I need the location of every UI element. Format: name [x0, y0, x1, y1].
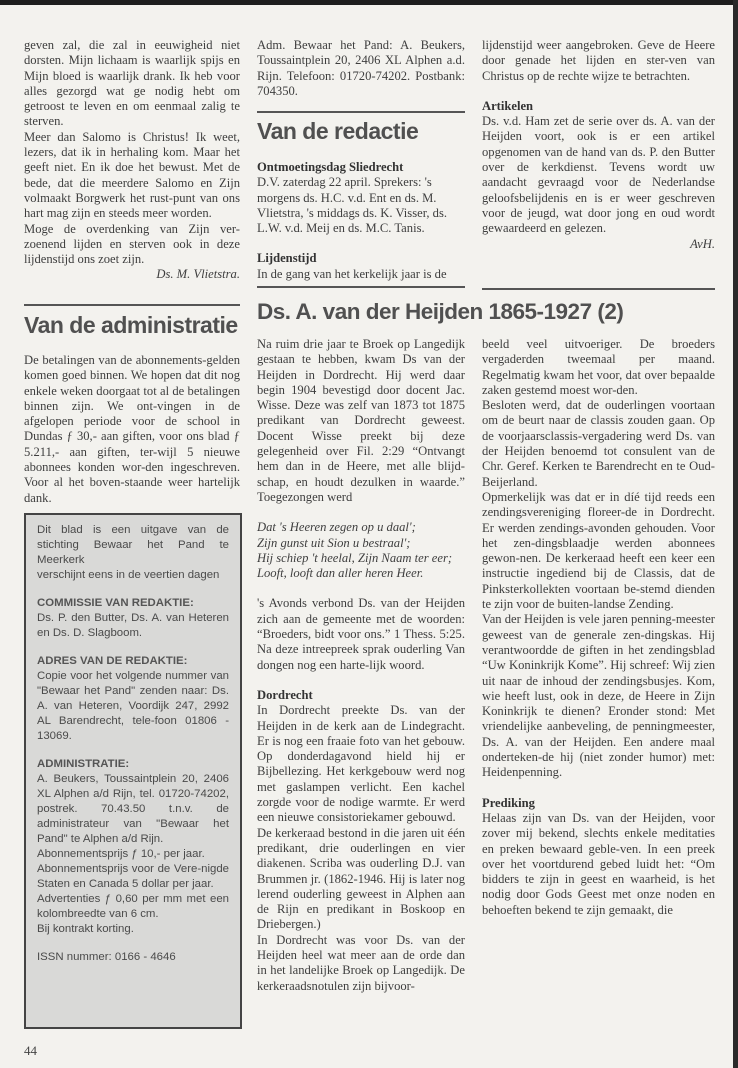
paragraph: Besloten werd, dat de ouderlingen voortaan om de beurt naar de classis zouden gaan. Op de voorjaarsclassis-vergadering werd Ds. van der Heijden benoemd tot consulent van de Chr. Geref. Kerken te Barendrecht en te Oud-Beijerland.: [482, 398, 715, 489]
paragraph: Ds. v.d. Ham zet de serie over ds. A. van der Heijden voort, ook is er een artikel opgenomen van de hand van ds. P. den Butter over de kerkdienst. Tevens wordt uw aandacht gevraagd voor de Nederlandse geloofsbelijdenis en is er weer geschreven voor de jeugd, wat door jong en oud wordt gewaardeerd en gelezen.: [482, 114, 715, 236]
colophon-text: A. Beukers, Toussaintplein 20, 2406 XL Alphen a/d Rijn, tel. 01720-74202, postrek. 70.43.50 t.n.v. de administrateur van "Bewaar het Pand" te Alphen a/d Rijn.: [37, 773, 229, 845]
colophon-price: Abonnementsprijs voor de Vere-nigde Staten en Canada 5 dollar per jaar.: [37, 863, 229, 890]
paragraph: geven zal, die zal in eeuwigheid niet dorsten. Mijn lichaam is waarlijk spijs en Mijn bloed is waarlijk drank. Ik heb voor alles gezorgd wat ge nodig hebt om getroost te leven en om eenmaal zalig te sterven.: [24, 38, 240, 129]
paragraph: 's Avonds verbond Ds. van der Heijden zich aan de gemeente met de woorden: “Broeders, bidt voor ons.” 1 Thess. 5:25. Na deze intreepreek sprak ouderling Van dongen nog een harte-lijk woord.: [257, 596, 465, 672]
subheading: Ontmoetingsdag Sliedrecht: [257, 160, 404, 174]
poem-line: Hij schiep 't heelal, Zijn Naam ter eer;: [257, 550, 453, 565]
paragraph: Helaas zijn van Ds. van der Heijden, voor zover mij bekend, slechts enkele meditaties en preken bewaard geble-ven. In een preek over het voortdurend gebed luidt het: “Om bidders te zijn in geest en waarheid, is het nodig door Gods Geest met onze noden en behoeften bekend te zijn gemaakt, die: [482, 810, 715, 917]
colophon-frequency: verschijnt eens in de veertien dagen: [37, 569, 220, 581]
poem-line: Looft, looft dan aller heren Heer.: [257, 566, 424, 581]
article-column-2: [482, 337, 715, 918]
paragraph: D.V. zaterdag 22 april. Sprekers: 's morgens ds. H.C. v.d. Ent en ds. M. Vlietstra, 's middags ds. K. Visser, ds. L.W. v.d. Meij en ds. M.C. Tanis.: [257, 175, 448, 236]
paragraph: Opmerkelijk was dat er in díé tijd reeds een zendingsvereniging floreer-de in Dordrecht. Er werden zendings-avonden gehouden. Voor het zen-dingsblaadje werden abonnees gewon-nen. De kerkeraad heeft een keer een instructie ingediend bij de Classis, dat de Pinksterkollekten voortaan be-stemd dienden te zijn voor de buiten-landse Zending.: [482, 489, 715, 612]
subheading: Artikelen: [482, 98, 534, 113]
paragraph: De kerkeraad bestond in die jaren uit één predikant, drie ouderlingen en vier diakenen. Scriba was ouderling D.J. van Brummen jr. (1862-1946. Hij is later nog lerend ouderling geweest in Alphen aan de Rijn en predikant in Boskoop en Driebergen.): [257, 825, 465, 932]
redactie-column-2: [482, 38, 715, 252]
divider: [257, 111, 465, 113]
colophon-issn: ISSN nummer: 0166 - 4646: [37, 951, 176, 963]
colophon-text: Ds. P. den Butter, Ds. A. van Heteren en Ds. D. Slagboom.: [37, 612, 229, 639]
administratie-body: [24, 353, 240, 506]
paragraph: In Dordrecht preekte Ds. van der Heijden in de kerk aan de Lindegracht. Er is nog een fraaie foto van het gebouw. Op donderdagavond hield hij er Bijbellezing. Het kerkgebouw werd nog met gaslampen verlicht. Een kachel zorgde voor de nodige warmte. Er werd een nieuwe consistoriekamer gebouwd.: [257, 703, 465, 825]
colophon-heading: COMMISSIE VAN REDAKTIE:: [37, 597, 194, 609]
paragraph: beeld veel uitvoeriger. De broeders vergaderden tweemaal per maand. Regelmatig kwam het voor, dat over bepaalde zaken gestemd moest wor-den.: [482, 337, 715, 397]
author-signature: Ds. M. Vlietstra.: [156, 267, 240, 282]
paragraph: Moge de overdenking van Zijn ver-zoenend lijden en sterven ook in deze lijdenstijd ons zoet zijn.: [24, 221, 240, 267]
redactie-column-1: [257, 160, 465, 282]
scan-edge-top: [0, 0, 738, 5]
article-title: Ds. A. van der Heijden 1865-1927 (2): [257, 299, 624, 324]
paragraph: Van der Heijden is vele jaren penning-meester geweest van de generale zen-dingskas. Hij verantwoordde de giften in het zendingsblad “Uw Koninkrijk Kome”. Hij schreef: Wij zien uit naar de inhoud der zendingsbusjes. Kom, wie heeft lust, ook in deze, de Heere in Zijn Koninkrijk te dienen? Eronder stond: Met vriendelijke aanbeveling, de penningmeester, Ds. A. van der Heijden. Een andere maal onderteken-de hij (niet zonder humor) met: Heidenpenning.: [482, 612, 715, 780]
divider: [24, 304, 240, 306]
colophon-heading: ADMINISTRATIE:: [37, 758, 130, 770]
subheading: Dordrecht: [257, 687, 313, 702]
colophon-price: Abonnementsprijs ƒ 10,- per jaar.: [37, 848, 205, 860]
colophon-box: [24, 513, 242, 1029]
colophon-ads: Advertenties ƒ 0,60 per mm met een kolombreedte van 6 cm.: [37, 893, 229, 920]
subheading: Lijdenstijd: [257, 251, 317, 266]
article-column-1: [257, 337, 465, 994]
section-heading-administratie: Van de administratie: [24, 312, 238, 338]
colophon-intro: Dit blad is een uitgave van de stichting Bewaar het Pand te Meerkerk: [37, 524, 229, 566]
section-heading-redactie: Van de redactie: [257, 118, 419, 144]
scan-edge-right: [733, 0, 738, 1068]
author-signature: AvH.: [690, 236, 715, 251]
paragraph: Meer dan Salomo is Christus! Ik weet, lezers, dat ik in herhaling kom. Maar het geeft niet. En ik doe het bewust. Met de bede, dat die meerdere Salomo en Zijn volmaakt Borgwerk het rust-punt van ons hart mag zijn en steeds meer worden.: [24, 129, 240, 221]
poem-line: Zijn gunst uit Sion u bestraal';: [257, 535, 411, 550]
colophon-text: Copie voor het volgende nummer van "Bewaar het Pand" zenden naar: Ds. A. van Heteren, Voordijk 247, 2992 AL Barendrecht, tele-foon 01806 - 13069.: [37, 670, 229, 742]
paragraph: Na ruim drie jaar te Broek op Langedijk gestaan te hebben, kwam Ds van der Heijden in Dordrecht. Hij werd daar begin 1904 bevestigd door docent Jac. Wisse. Deze was zelf van 1873 tot 1875 predikant van Dordrecht geweest. Docent Wisse preekt bij deze gelegenheid over Fil. 2:29 “Ontvangt hem dan in de Heere, met alle blijd-schap, en houdt dezulken in waarde.” Toegezongen werd: [257, 337, 465, 504]
paragraph: In de gang van het kerkelijk jaar is de: [257, 266, 447, 281]
colophon-heading: ADRES VAN DE REDAKTIE:: [37, 655, 188, 667]
paragraph: In Dordrecht was voor Ds. van der Heijden heel wat meer aan de orde dan in het landelijke Broek op Langedijk. De kerkeraadsnotulen zijn bijvoor-: [257, 932, 465, 993]
divider: [482, 288, 715, 290]
paragraph: lijdenstijd weer aangebroken. Geve de Heere door genade het lijden en ster-ven van Christus op de rechte wijze te betrachten.: [482, 38, 715, 83]
admin-address-block: [257, 38, 465, 99]
meditation-continuation: [24, 38, 240, 283]
paragraph: De betalingen van de abonnements-gelden komen goed binnen. We hopen dat dit nog enkele weken doorgaat tot al de betalingen binnen zijn. We ont-vingen in de afgelopen periode voor de school in Dundas ƒ 30,- aan giften, voor ons blad ƒ 5.211,- aan giften, ter-wijl 5 nieuwe abonnees konden wor-den ingeschreven. Voor al het boven-staande weer hartelijk dank.: [24, 353, 240, 505]
colophon-discount: Bij kontrakt korting.: [37, 923, 134, 935]
subheading: Prediking: [482, 795, 535, 810]
poem: [257, 520, 465, 581]
admin-address: Adm. Bewaar het Pand: A. Beukers, Toussaintplein 20, 2406 XL Alphen a.d. Rijn. Telefoon: 01720-74202. Postbank: 704350.: [257, 38, 465, 98]
divider: [257, 286, 465, 288]
page-number: 44: [24, 1043, 37, 1058]
poem-line: Dat 's Heeren zegen op u daal';: [257, 520, 416, 535]
